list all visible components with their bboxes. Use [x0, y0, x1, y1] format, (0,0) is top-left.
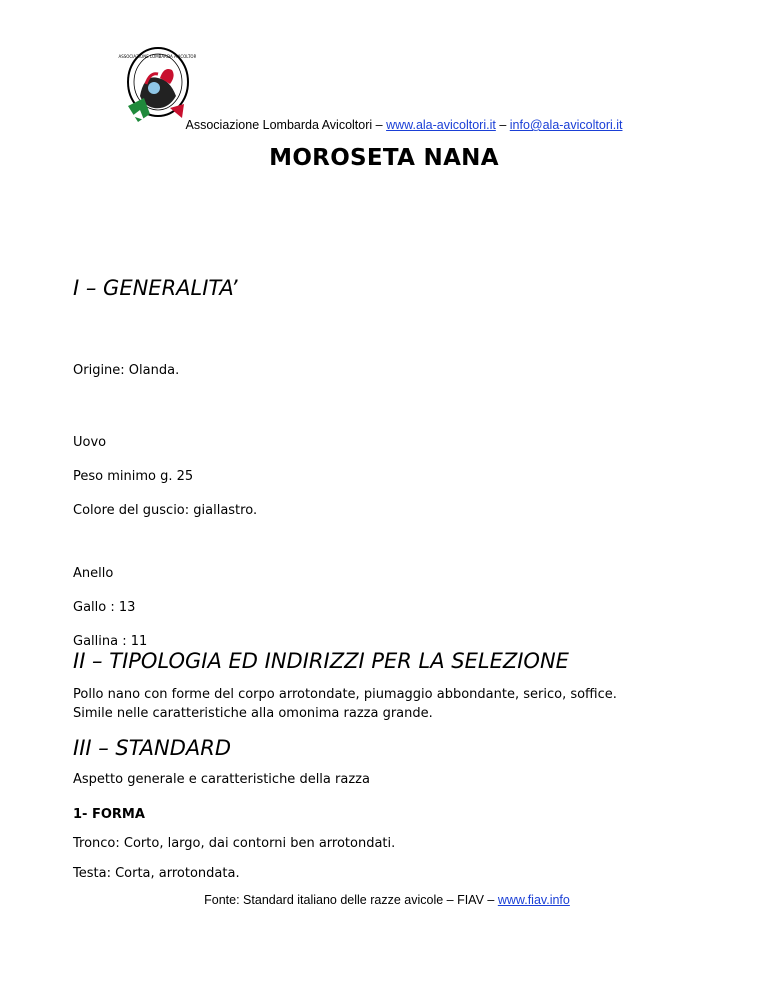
- header-association-name: Associazione Lombarda Avicoltori –: [185, 118, 387, 132]
- head-description: Testa: Corta, arrotondata.: [73, 866, 240, 881]
- egg-weight-text: Peso minimo g. 25: [73, 469, 194, 484]
- footer-website-link[interactable]: www.fiav.info: [497, 893, 570, 907]
- document-title: MOROSETA NANA: [269, 145, 499, 171]
- standard-intro-text: Aspetto generale e caratteristiche della razza: [73, 772, 370, 787]
- ring-female-text: Gallina : 11: [73, 634, 148, 649]
- ring-label: Anello: [73, 566, 114, 581]
- section-heading-tipologia: II – TIPOLOGIA ED INDIRIZZI PER LA SELEZIONE: [73, 649, 569, 673]
- egg-color-text: Colore del guscio: giallastro.: [73, 503, 258, 518]
- subsection-heading-forma: 1- FORMA: [73, 807, 145, 822]
- svg-text:ASSOCIAZIONE LOMBARDA AVICOLTO: ASSOCIAZIONE LOMBARDA AVICOLTORI: [118, 54, 196, 59]
- section-heading-standard: III – STANDARD: [73, 736, 232, 760]
- ring-male-text: Gallo : 13: [73, 600, 136, 615]
- association-logo: [118, 44, 196, 128]
- header-contact-line: [0, 118, 768, 132]
- egg-label: Uovo: [73, 435, 107, 450]
- header-email-link[interactable]: info@ala-avicoltori.it: [509, 118, 623, 132]
- footer-source-text: Fonte: Standard italiano delle razze avicole – FIAV –: [204, 893, 498, 907]
- origin-text: Origine: Olanda.: [73, 363, 180, 378]
- section-heading-generalita: I – GENERALITA’: [73, 276, 238, 300]
- header-separator: –: [495, 118, 510, 132]
- typology-line-1: Pollo nano con forme del corpo arrotondate, piumaggio abbondante, serico, soffice.: [73, 687, 617, 702]
- trunk-description: Tronco: Corto, largo, dai contorni ben arrotondati.: [73, 836, 396, 851]
- rooster-emblem-icon: [118, 44, 196, 128]
- header-website-link[interactable]: www.ala-avicoltori.it: [386, 118, 496, 132]
- footer-source-line: [0, 893, 768, 907]
- typology-line-2: Simile nelle caratteristiche alla omonima razza grande.: [73, 706, 433, 721]
